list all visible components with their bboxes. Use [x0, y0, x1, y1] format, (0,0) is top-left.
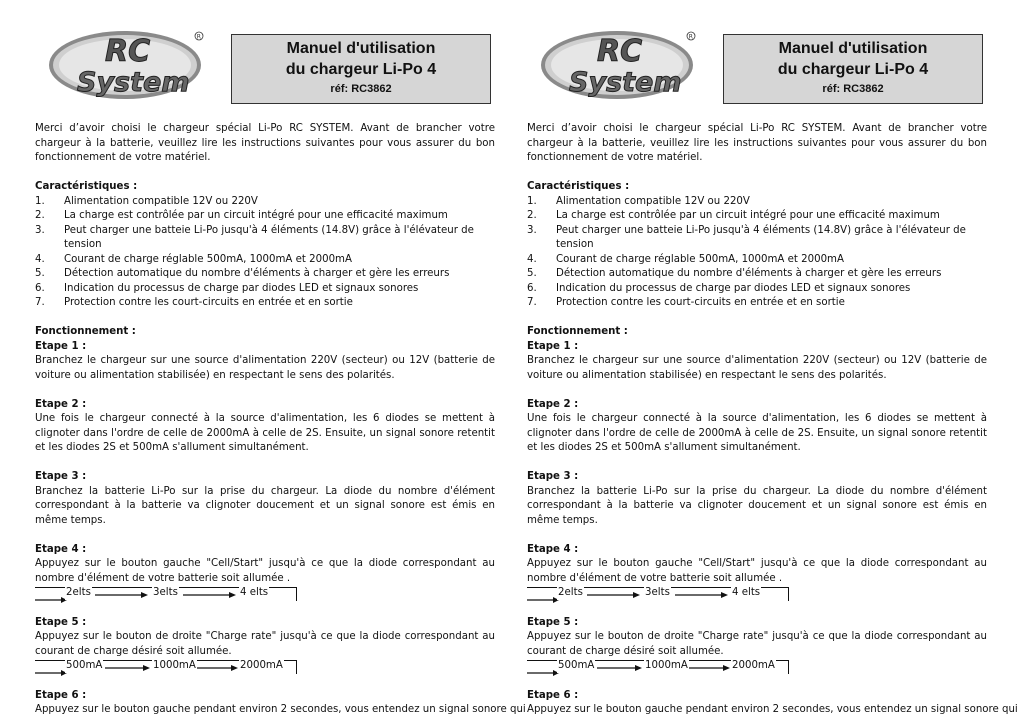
feature-item: 7. Protection contre les court-circuits en entrée et en sortie	[35, 297, 353, 308]
title-line1: Manuel d'utilisation	[778, 40, 928, 57]
svg-text:System: System	[569, 67, 682, 98]
svg-text:R: R	[196, 33, 201, 41]
rc-system-logo	[47, 25, 207, 103]
sequence-step: 1000mA	[153, 660, 196, 671]
svg-text:R: R	[688, 33, 693, 41]
manual-body	[527, 122, 1018, 718]
step-label: Etape 1 :	[527, 340, 579, 352]
step-text: Branchez le chargeur sur une source d'alimentation 220V (secteur) ou 12V (batterie de voiture ou alimentation stabilisée) en respectant le sens des polarités.	[35, 355, 495, 381]
step-text: Appuyez sur le bouton de droite "Charge rate" jusqu'à ce que la diode correspondant au courant de charge désiré soit allumée.	[35, 631, 495, 657]
step-text: Branchez la batterie Li-Po sur la prise du chargeur. La diode du nombre d'élément correspondant à la batterie va clignoter doucement et un signal sonore est émis en même temps.	[35, 485, 495, 526]
svg-text:System: System	[77, 67, 190, 98]
step-label: Etape 3 :	[527, 471, 579, 482]
operation-heading: Fonctionnement :	[527, 326, 628, 337]
sequence-step: 2000mA	[240, 660, 283, 671]
title-line2: du chargeur Li-Po 4	[285, 61, 437, 78]
title-ref: réf: RC3862	[822, 83, 884, 95]
feature-item: 5. Détection automatique du nombre d'éléments à charger et gère les erreurs	[35, 268, 450, 279]
step-label: Etape 5 :	[527, 616, 579, 628]
step-label: Etape 6 :	[527, 689, 579, 701]
svg-text:RC: RC	[105, 34, 151, 69]
step-text: Appuyez sur le bouton gauche pendant environ 2 secondes, vous entendez un signal sonore qui	[527, 704, 1018, 715]
feature-item: 5. Détection automatique du nombre d'éléments à charger et gère les erreurs	[527, 268, 942, 279]
feature-item: 2. La charge est contrôlée par un circuit intégré pour une efficacité maximum	[527, 210, 940, 221]
feature-item: 1. Alimentation compatible 12V ou 220V	[527, 195, 750, 207]
header	[35, 0, 495, 115]
sequence-step: 3elts	[153, 587, 178, 598]
sequence-step: 4 elts	[240, 587, 269, 598]
step-label: Etape 2 :	[35, 398, 87, 410]
intro-paragraph: Merci d’avoir choisi le chargeur spécial Li-Po RC SYSTEM. Avant de brancher votre chargeur à la batterie, veuillez lire les instructions suivantes pour vous assurer du bon fonctionnement de votre matériel.	[527, 123, 987, 163]
step-label: Etape 1 :	[35, 340, 87, 352]
svg-text:RC: RC	[597, 34, 643, 69]
step-label: Etape 2 :	[527, 398, 579, 410]
page-right	[527, 0, 1018, 715]
step-text: Branchez le chargeur sur une source d'alimentation 220V (secteur) ou 12V (batterie de voiture ou alimentation stabilisée) en respectant le sens des polarités.	[527, 355, 987, 381]
step-label: Etape 5 :	[35, 616, 87, 628]
feature-item: 3. Peut charger une batteie Li-Po jusqu'à 4 éléments (14.8V) grâce à l'élévateur de tension	[35, 224, 474, 250]
feature-item: 6. Indication du processus de charge par diodes LED et signaux sonores	[527, 282, 911, 294]
page-left	[35, 0, 526, 715]
header	[527, 0, 987, 115]
features-heading: Caractéristiques :	[527, 181, 630, 192]
feature-item: 7. Protection contre les court-circuits en entrée et en sortie	[527, 297, 845, 308]
step-text: Appuyez sur le bouton gauche "Cell/Start" jusqu'à ce que la diode correspondant au nombre d'élément de votre batterie soit allumée .	[527, 558, 987, 584]
sequence-step: 2elts	[558, 587, 583, 598]
intro-paragraph: Merci d’avoir choisi le chargeur spécial Li-Po RC SYSTEM. Avant de brancher votre chargeur à la batterie, veuillez lire les instructions suivantes pour vous assurer du bon fonctionnement de votre matériel.	[35, 123, 495, 163]
sequence-step: 1000mA	[645, 660, 688, 671]
cell-sequence-diagram	[35, 587, 297, 601]
rate-sequence-diagram	[35, 660, 297, 674]
step-text: Une fois le chargeur connecté à la source d'alimentation, les 6 diodes se mettent à clignoter dans l'ordre de celle de 2000mA à celle de 2S. Ensuite, un signal sonore retentit et les diodes 2S et 500mA s'allument simultanément.	[35, 413, 495, 453]
step-label: Etape 6 :	[35, 689, 87, 701]
step-label: Etape 3 :	[35, 471, 87, 482]
step-label: Etape 4 :	[35, 543, 87, 555]
step-text: Branchez la batterie Li-Po sur la prise du chargeur. La diode du nombre d'élément correspondant à la batterie va clignoter doucement et un signal sonore est émis en même temps.	[527, 485, 987, 526]
title-line2: du chargeur Li-Po 4	[777, 61, 929, 78]
sequence-step: 2000mA	[732, 660, 775, 671]
title-ref: réf: RC3862	[330, 83, 392, 95]
sequence-step: 500mA	[66, 660, 103, 671]
step-text: Appuyez sur le bouton gauche "Cell/Start" jusqu'à ce que la diode correspondant au nombre d'élément de votre batterie soit allumée .	[35, 558, 495, 584]
rc-system-logo	[539, 25, 699, 103]
operation-heading: Fonctionnement :	[35, 326, 136, 337]
feature-item: 3. Peut charger une batteie Li-Po jusqu'à 4 éléments (14.8V) grâce à l'élévateur de tension	[527, 224, 966, 250]
feature-item: 4. Courant de charge réglable 500mA, 1000mA et 2000mA	[527, 253, 844, 265]
sequence-step: 3elts	[645, 587, 670, 598]
step-text: Une fois le chargeur connecté à la source d'alimentation, les 6 diodes se mettent à clignoter dans l'ordre de celle de 2000mA à celle de 2S. Ensuite, un signal sonore retentit et les diodes 2S et 500mA s'allument simultanément.	[527, 413, 987, 453]
feature-item: 4. Courant de charge réglable 500mA, 1000mA et 2000mA	[35, 253, 352, 265]
features-heading: Caractéristiques :	[35, 181, 138, 192]
feature-item: 1. Alimentation compatible 12V ou 220V	[35, 195, 258, 207]
step-text: Appuyez sur le bouton gauche pendant environ 2 secondes, vous entendez un signal sonore qui	[35, 704, 526, 715]
title-line1: Manuel d'utilisation	[286, 40, 436, 57]
cell-sequence-diagram	[527, 587, 789, 601]
title-box	[723, 34, 983, 104]
sequence-step: 2elts	[66, 587, 91, 598]
step-label: Etape 4 :	[527, 543, 579, 555]
sequence-step: 500mA	[558, 660, 595, 671]
rate-sequence-diagram	[527, 660, 789, 674]
manual-body	[35, 122, 526, 718]
title-box	[231, 34, 491, 104]
feature-item: 2. La charge est contrôlée par un circuit intégré pour une efficacité maximum	[35, 210, 448, 221]
sequence-step: 4 elts	[732, 587, 761, 598]
step-text: Appuyez sur le bouton de droite "Charge rate" jusqu'à ce que la diode correspondant au courant de charge désiré soit allumée.	[527, 631, 987, 657]
feature-item: 6. Indication du processus de charge par diodes LED et signaux sonores	[35, 282, 419, 294]
